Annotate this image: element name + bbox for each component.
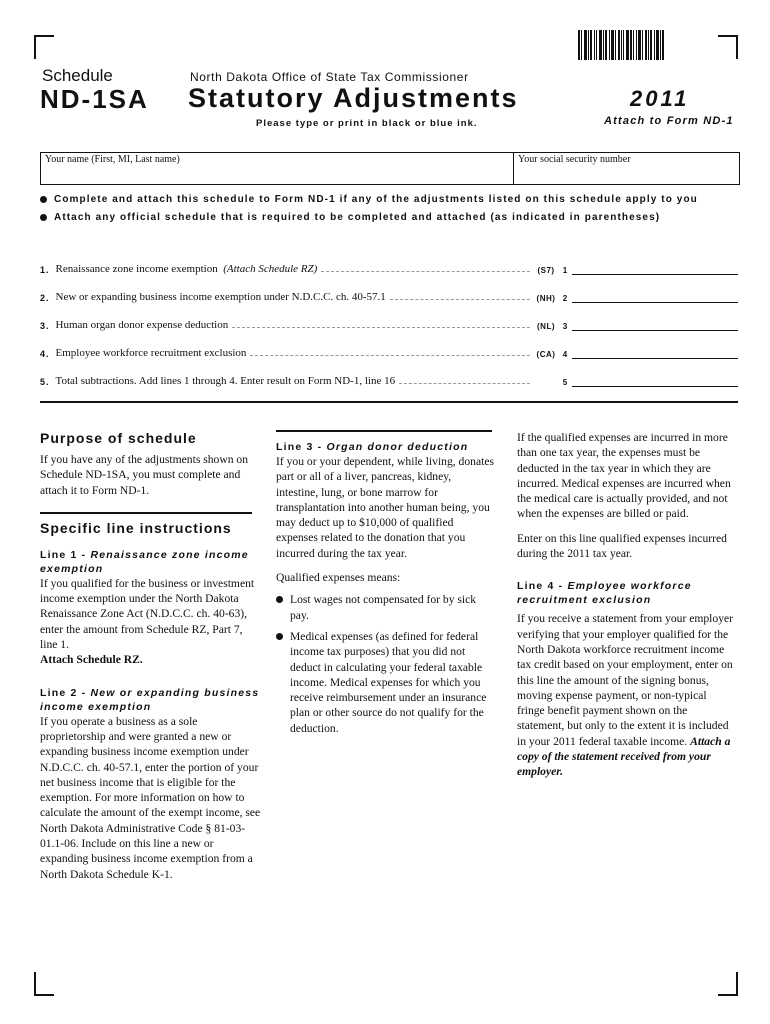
column-divider (276, 430, 492, 432)
name-field-label: Your name (First, MI, Last name) (45, 154, 180, 165)
bullet-icon (276, 633, 283, 640)
line-2-amount[interactable] (572, 289, 738, 303)
office-name: North Dakota Office of State Tax Commissioner (190, 70, 469, 84)
form-line-3: 3. Human organ donor expense deduction (NL) 3 (40, 317, 738, 331)
line-code: (NH) (536, 294, 556, 303)
line-number: 1 (562, 266, 568, 275)
attach-instruction: Attach to Form ND-1 (604, 115, 734, 127)
line-2-text: If you operate a business as a sole proprietorship and were granted a new or expanding business income exemption under N.D.C.C. ch. 40-57.1, enter the portion of your net business income that is eligible for the exemption. For more information on how to calculate the amount of the exempt income, see North Dakota Administrative Code § 81-03-01.1-06. Include on this line a new or expanding business income exemption from a North Dakota Schedule K-1. (40, 714, 261, 881)
barcode (578, 30, 664, 60)
identity-box (40, 152, 740, 185)
column-divider (40, 512, 252, 514)
form-line-5: 5. Total subtractions. Add lines 1 through 4. Enter result on Form ND-1, line 16 5 (40, 373, 738, 387)
line-label: Human organ donor expense deduction (55, 319, 229, 331)
instructions-column-3 (517, 430, 735, 780)
leader-dots (250, 354, 530, 356)
line-note: (Attach Schedule RZ) (223, 263, 318, 275)
line-5-amount[interactable] (572, 373, 738, 387)
registration-mark-bottom-right (718, 972, 738, 996)
line-code: (NL) (537, 322, 555, 331)
leader-dots (390, 298, 530, 300)
leader-dots (399, 382, 530, 384)
line-2-heading: Line 2 - New or expanding business income exemption (40, 686, 260, 713)
bullet-icon (40, 214, 47, 221)
registration-mark-top-right (718, 35, 738, 59)
purpose-text: If you have any of the adjustments shown on Schedule ND-1SA, you must complete and attach it to Form ND-1. (40, 453, 249, 497)
line-number: 4 (562, 350, 568, 359)
line-1-attach-note: Attach Schedule RZ. (40, 653, 143, 667)
line-4-attach-note: Attach a copy of the statement received from your employer. (517, 734, 731, 779)
section-divider (40, 401, 738, 403)
line-number: 2 (562, 294, 568, 303)
name-field[interactable] (41, 153, 514, 184)
instructions-column-1 (40, 430, 262, 882)
schedule-label: Schedule (42, 66, 113, 85)
line-label: Employee workforce recruitment exclusion (55, 347, 247, 359)
line-1-text: If you qualified for the business or investment income exemption under the North Dakota Renaissance Zone Act (N.D.C.C. ch. 40-63), enter the amount from Schedule RZ, Part 7, line 1. Attach Schedule RZ. (40, 576, 255, 667)
form-id: ND-1SA (40, 84, 149, 114)
instructions-column-2 (276, 430, 496, 736)
print-instruction: Please type or print in black or blue ink. (256, 118, 478, 129)
ssn-field[interactable] (514, 153, 739, 184)
form-line-1: 1. Renaissance zone income exemption (Attach Schedule RZ) (S7) 1 (40, 261, 738, 275)
line-1-amount[interactable] (572, 261, 738, 275)
line-4-heading: Line 4 - Employee workforce recruitment exclusion (517, 580, 692, 607)
line-4-amount[interactable] (572, 345, 738, 359)
line-1-heading: Line 1 - Renaissance zone income exemption (40, 548, 249, 575)
leader-dots (321, 270, 530, 272)
line-3-amount[interactable] (572, 317, 738, 331)
list-item: Lost wages not compensated for by sick pay. (276, 592, 496, 623)
bullet-icon (40, 196, 47, 203)
form-line-4: 4. Employee workforce recruitment exclusion (CA) 4 (40, 345, 738, 359)
instruction-item: Attach any official schedule that is required to be completed and attached (as indicated in parentheses) (40, 212, 660, 223)
line-code: (CA) (536, 350, 556, 359)
line-3-heading: Line 3 - Organ donor deduction (276, 441, 469, 453)
instruction-item: Complete and attach this schedule to Form ND-1 if any of the adjustments listed on this schedule apply to you (40, 194, 698, 205)
bullet-icon (276, 596, 283, 603)
line-3-continued-text: If the qualified expenses are incurred in more than one tax year, the expenses must be deducted in the tax year in which they are incurred. Medical expenses are incurred when the medical care is actually provided, and not when the expenses are billed or paid. (517, 431, 731, 521)
line-label: Total subtractions. Add lines 1 through 4. Enter result on Form ND-1, line 16 (55, 375, 396, 387)
page-title: Statutory Adjustments (188, 83, 519, 113)
purpose-heading: Purpose of schedule (40, 430, 197, 446)
line-label: Renaissance zone income exemption (55, 263, 218, 275)
ssn-field-label: Your social security number (518, 154, 631, 165)
line-3-enter-text: Enter on this line qualified expenses incurred during the 2011 tax year. (517, 531, 727, 561)
line-4-text: If you receive a statement from your employer verifying that your employer qualified for the North Dakota workforce recruitment income tax credit based on your employment, enter on this line the amount of the signing bonus, moving expense payment, or non-typical fringe benefit payment shown on the statement, but only to the extent it is included in your 2011 federal taxable income. Attach a copy of the statement received from your employer. (517, 612, 734, 779)
registration-mark-bottom-left (34, 972, 54, 996)
line-number: 5 (562, 378, 568, 387)
qualified-intro: Qualified expenses means: (276, 571, 401, 585)
line-number: 3 (562, 322, 568, 331)
tax-year: 2011 (630, 86, 690, 111)
specific-heading: Specific line instructions (40, 519, 232, 536)
line-label: New or expanding business income exemption under N.D.C.C. ch. 40-57.1 (55, 291, 386, 303)
leader-dots (232, 326, 530, 328)
line-3-text: If you or your dependent, while living, donates part or all of a liver, pancreas, kidney, intestine, lung, or bone marrow for transplantation into another human being, you may deduct up to $10,000 of qualified expenses related to the donation that you incurred during the tax year. (276, 455, 494, 560)
line-code: (S7) (537, 266, 555, 275)
registration-mark-top-left (34, 35, 54, 59)
form-line-2: 2. New or expanding business income exemption under N.D.C.C. ch. 40-57.1 (NH) 2 (40, 289, 738, 303)
list-item: Medical expenses (as defined for federal income tax purposes) that you did not deduct in calculating your federal taxable income. Medical expenses for which you receive reimbursement under an insurance plan or other source do not qualify for the deduction. (276, 629, 496, 736)
